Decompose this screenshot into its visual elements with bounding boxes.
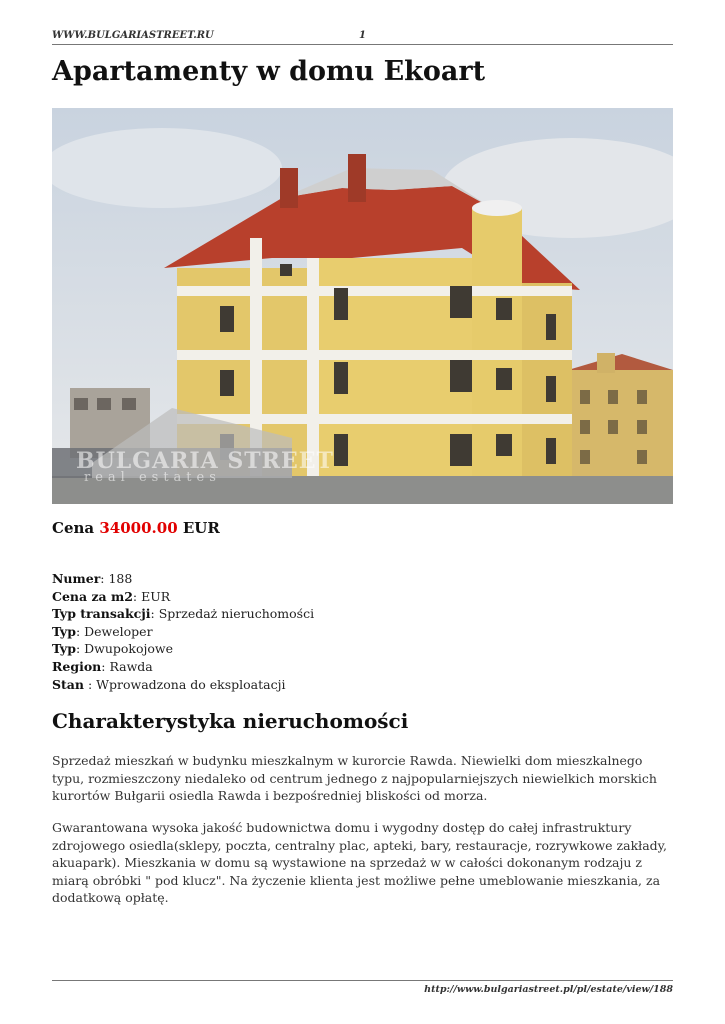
section-title: Charakterystyka nieruchomości [52, 709, 409, 733]
detail-separator: : [100, 571, 109, 586]
detail-value: Deweloper [84, 623, 153, 639]
photo-watermark [76, 448, 334, 485]
detail-row [52, 605, 314, 623]
price-line [52, 519, 220, 537]
description-paragraph: Gwarantowana wysoka jakość budownictwa domu i wygodny dostęp do całej infrastruktury zdrojowego osiedla(sklepy, poczta, centralny plac, apteki, bary, restauracje, rozrywkowe zakłady, akuapark). Mieszkania w domu są wystawione na sprzedaż w w całości dokonanym rodzaju z miarą obróbki " pod klucz". Na życzenie klienta jest możliwe pełne umeblowanie mieszkania, za dodatkową opłatę. [52, 820, 668, 906]
detail-label: Typ [52, 623, 76, 639]
page-title: Apartamenty w domu Ekoart [52, 56, 486, 87]
watermark-tagline: real estates [84, 470, 221, 485]
page-footer [52, 980, 673, 997]
detail-value: Wprowadzona do eksploatacji [96, 676, 286, 692]
price-label: Cena [52, 519, 95, 537]
detail-value: Sprzedaż nieruchomości [158, 606, 315, 622]
detail-row [52, 588, 314, 606]
detail-separator: : [84, 676, 97, 692]
detail-separator: : [75, 641, 85, 657]
detail-row [52, 658, 314, 676]
detail-value: Dwupokojowe [84, 641, 174, 657]
detail-row [52, 676, 314, 694]
detail-value: 188 [108, 571, 133, 586]
detail-value: EUR [141, 588, 171, 604]
header-site: WWW.BULGARIASTREET.RU [52, 30, 214, 41]
detail-separator: : [101, 658, 110, 674]
detail-row [52, 623, 314, 641]
property-details [52, 570, 314, 693]
detail-label: Cena za m2 [52, 588, 133, 604]
detail-label: Stan [52, 676, 84, 692]
detail-label: Typ transakcji [52, 606, 151, 622]
price-amount: 34000.00 [99, 519, 178, 537]
detail-label: Typ [52, 641, 76, 657]
description-paragraph: Sprzedaż mieszkań w budynku mieszkalnym w kurorcie Rawda. Niewielki dom mieszkalnego typu, rozmieszczony niedaleko od centrum jednego z najpopularniejszych niewielkich morskich kurortów Bułgarii osiedla Rawda i bezpośredniej bliskości od morza. [52, 753, 657, 804]
price-currency: EUR [182, 519, 220, 537]
detail-row [52, 640, 314, 658]
detail-separator: : [75, 623, 85, 639]
detail-separator: : [150, 606, 159, 622]
page-number: 1 [359, 30, 366, 41]
detail-label: Numer [52, 571, 101, 586]
detail-separator: : [132, 588, 142, 604]
page-header [52, 28, 673, 45]
detail-value: Rawda [109, 658, 153, 674]
footer-url[interactable]: http://www.bulgariastreet.pl/pl/estate/view/188 [424, 984, 673, 995]
property-photo [52, 108, 673, 504]
detail-label: Region [52, 658, 102, 674]
detail-row [52, 570, 314, 588]
watermark-brand: BULGARIA STREET [76, 448, 334, 474]
